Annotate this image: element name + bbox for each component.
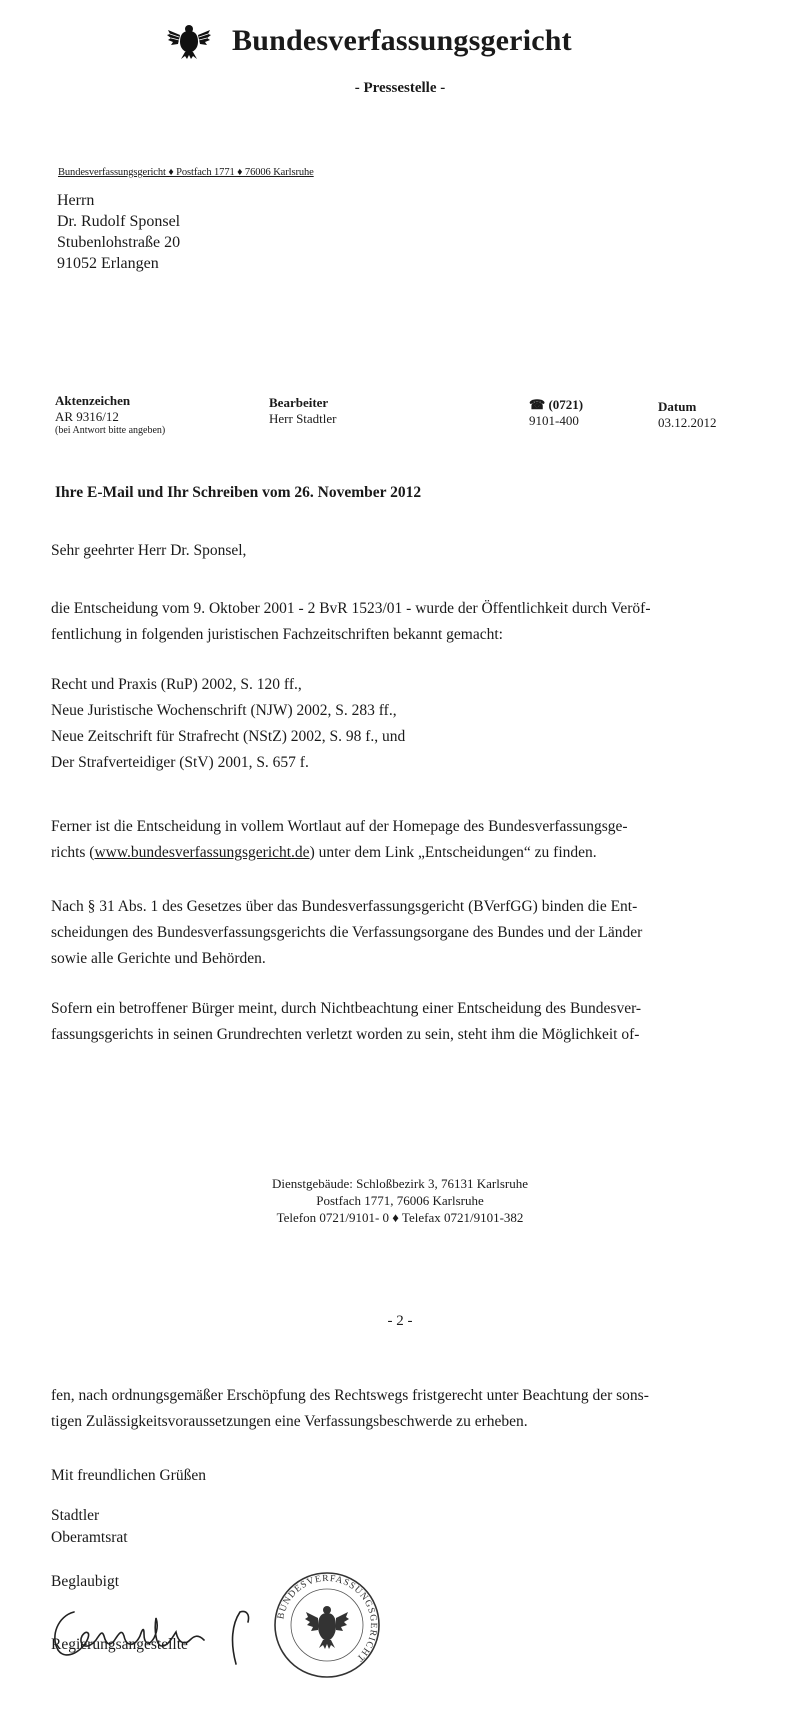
text-fragment: richts ( xyxy=(51,844,95,861)
handwritten-signature xyxy=(44,1590,274,1670)
paragraph-line: fen, nach ordnungsgemäßer Erschöpfung des Rechtswegs fristgerecht unter Beachtung der sons- xyxy=(51,1387,649,1404)
official-seal-icon xyxy=(272,1570,382,1680)
signer-block xyxy=(51,1505,761,1549)
certified-text: Beglaubigt xyxy=(51,1573,120,1590)
paragraph-line: fassungsgerichts in seinen Grundrechten verletzt worden zu sein, steht ihm die Möglichkeit of- xyxy=(51,1026,640,1043)
reference-bearbeiter xyxy=(269,395,337,427)
bearbeiter-value: Herr Stadtler xyxy=(269,411,337,426)
letter-subject: Ihre E-Mail und Ihr Schreiben vom 26. November 2012 xyxy=(55,484,422,501)
court-name: Bundesverfassungsgericht xyxy=(232,24,572,57)
recipient-street: Stubenlohstraße 20 xyxy=(57,234,181,251)
signer-title: Oberamtsrat xyxy=(51,1529,128,1546)
aktenzeichen-note: (bei Antwort bitte angeben) xyxy=(55,425,166,436)
recipient-city: 91052 Erlangen xyxy=(57,255,159,272)
list-item: Recht und Praxis (RuP) 2002, S. 120 ff., xyxy=(51,676,302,693)
paragraph-1 xyxy=(51,596,761,648)
sender-return-address: Bundesverfassungsgericht ♦ Postfach 1771 ♦ 76006 Karlsruhe xyxy=(58,167,314,178)
paragraph-2 xyxy=(51,814,761,866)
page-number: - 2 - xyxy=(387,1313,413,1329)
recipient-address xyxy=(57,190,180,274)
seal-text: BUNDESVERFASSUNGSGERICHT xyxy=(276,1573,379,1664)
salutation xyxy=(51,538,761,564)
aktenzeichen-label: Aktenzeichen xyxy=(55,393,131,408)
footer-postfach: Postfach 1771, 76006 Karlsruhe xyxy=(316,1193,484,1208)
list-item: Der Strafverteidiger (StV) 2001, S. 657 f. xyxy=(51,754,309,771)
closing xyxy=(51,1463,761,1489)
signer-name: Stadtler xyxy=(51,1507,100,1524)
paragraph-3 xyxy=(51,894,761,972)
aktenzeichen-value: AR 9316/12 xyxy=(55,409,119,424)
federal-eagle-icon xyxy=(166,22,212,60)
publication-list xyxy=(51,672,761,776)
paragraph-line: scheidungen des Bundesverfassungsgerichts die Verfassungsorgane des Bundes und der Länder xyxy=(51,924,643,941)
paragraph-line: Sofern ein betroffener Bürger meint, durch Nichtbeachtung einer Entscheidung des Bundesver- xyxy=(51,1000,642,1017)
paragraph-line: Ferner ist die Entscheidung in vollem Wortlaut auf der Homepage des Bundesverfassungsge- xyxy=(51,818,628,835)
reference-aktenzeichen xyxy=(55,393,165,436)
paragraph-line: tigen Zulässigkeitsvoraussetzungen eine Verfassungsbeschwerde zu erheben. xyxy=(51,1413,528,1430)
text-fragment: ) unter dem Link „Entscheidungen“ zu finden. xyxy=(309,844,597,861)
telephone-icon: ☎ xyxy=(529,397,546,412)
footer-building: Dienstgebäude: Schloßbezirk 3, 76131 Karlsruhe xyxy=(272,1176,528,1191)
salutation-text: Sehr geehrter Herr Dr. Sponsel, xyxy=(51,542,247,559)
bearbeiter-label: Bearbeiter xyxy=(269,395,329,410)
phone-area-code: (0721) xyxy=(548,397,584,412)
recipient-name: Dr. Rudolf Sponsel xyxy=(57,213,181,230)
paragraph-5 xyxy=(51,1383,761,1435)
department-label: - Pressestelle - xyxy=(354,80,446,96)
datum-label: Datum xyxy=(658,399,697,414)
reference-datum xyxy=(658,399,717,431)
paragraph-line xyxy=(51,840,761,866)
paragraph-line: fentlichung in folgenden juristischen Fachzeitschriften bekannt gemacht: xyxy=(51,626,503,643)
paragraph-4 xyxy=(51,996,761,1048)
list-item: Neue Juristische Wochenschrift (NJW) 2002, S. 283 ff., xyxy=(51,702,397,719)
certifier-title-text: Regierungsangestellte xyxy=(51,1636,188,1653)
datum-value: 03.12.2012 xyxy=(658,415,717,430)
paragraph-line: Nach § 31 Abs. 1 des Gesetzes über das Bundesverfassungsgericht (BVerfGG) binden die Ent- xyxy=(51,898,638,915)
closing-text: Mit freundlichen Grüßen xyxy=(51,1467,206,1484)
footer-phone-fax: Telefon 0721/9101- 0 ♦ Telefax 0721/9101-382 xyxy=(276,1210,524,1225)
phone-label-row xyxy=(529,397,583,413)
phone-extension: 9101-400 xyxy=(529,413,579,428)
list-item: Neue Zeitschrift für Strafrecht (NStZ) 2002, S. 98 f., und xyxy=(51,728,406,745)
homepage-link[interactable]: www.bundesverfassungsgericht.de xyxy=(94,844,310,861)
reference-phone xyxy=(529,397,583,429)
page-footer xyxy=(0,1175,800,1226)
paragraph-line: die Entscheidung vom 9. Oktober 2001 - 2 BvR 1523/01 - wurde der Öffentlichkeit durch Veröf- xyxy=(51,600,651,617)
recipient-salutation: Herrn xyxy=(57,192,95,209)
paragraph-line: sowie alle Gerichte und Behörden. xyxy=(51,950,266,967)
